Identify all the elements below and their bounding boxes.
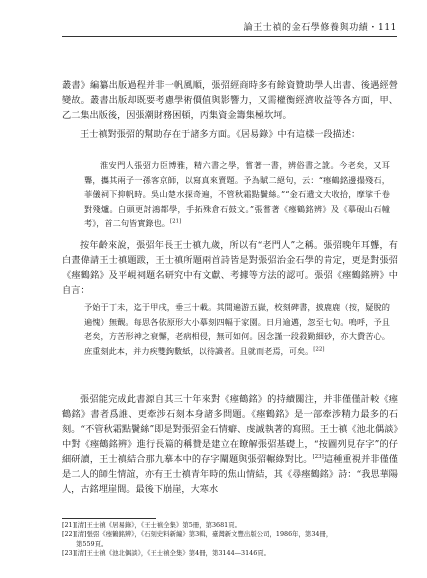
footnote-text: [清]王士禛《池北偶談》，《王士禛全集》第4冊，第3144—3146頁。 bbox=[75, 549, 271, 558]
paragraph-2: 王士禛對張弨的幫助存在于諸多方面。《居易錄》中有這樣一段描述： bbox=[80, 129, 361, 140]
footnote-number: [22] bbox=[62, 530, 76, 539]
footnote-23 bbox=[62, 549, 398, 558]
block-quote-1 bbox=[84, 158, 390, 231]
footnote-rule bbox=[62, 518, 156, 519]
running-title: 論王士禎的金石學修養與功績 bbox=[243, 23, 369, 33]
footnote-21 bbox=[62, 521, 398, 530]
header-separator: ・ bbox=[368, 23, 379, 33]
footnote-ref-23: [23] bbox=[312, 453, 324, 460]
footnote-22-continued: 第559頁。 bbox=[76, 539, 108, 548]
header-rule bbox=[62, 36, 397, 37]
footnote-22 bbox=[62, 530, 398, 539]
block-quote-2 bbox=[84, 300, 390, 358]
footnote-ref-22: [22] bbox=[313, 346, 325, 353]
footnote-ref-21: [21] bbox=[169, 218, 182, 225]
paragraph-4-tail: 這種重視并非僅僅是二人的師生情誼，亦有王士禛青年時的焦山情結，其《尋瘞鶴銘》詩：“我思華陽人，古銘埋崖間。最後下崩崖，大寒水 bbox=[62, 454, 398, 495]
paragraph-4 bbox=[62, 392, 398, 497]
footnote-number: [23] bbox=[62, 549, 76, 558]
page-number: 111 bbox=[378, 23, 397, 33]
paragraph-1: 叢書》編纂出版過程并非一帆風順，張弨經商時多有餘資贊助學人出書、後遇經營變故。叢書出版却既要考慮學術價值與影響力，又需權衡經濟收益等各方面，甲、乙二集出版後，因張潮財務困頓，丙集資金籌集極坎坷。 bbox=[62, 80, 398, 121]
running-header bbox=[0, 20, 397, 36]
footnotes bbox=[62, 521, 398, 559]
block-quote-1-text: 淮安門人張弨力臣博雅，精六書之學，嘗著一書，辨俗書之訛。今老矣，又耳聾，攜其兩子一孫客京師，以寫真來賣題。予為賦二絕句，云：“瘞鶴銘邊搨殘石，菲儀祠下抑帆時。吳山楚水探奇遍，不管秋霜點鬢絲。”“金石遺文大收拾，摩挲千卷對殘爐。白頭更討鴻都學，手拓殊倉石鼓文。”張嘗著《瘞鶴銘辨》及《摹硯山石幢考》，首二句皆實錄也。 bbox=[84, 160, 390, 229]
footnote-text: [清]王士禛《居易錄》，《王士禛全集》第5冊，第3681頁。 bbox=[75, 521, 242, 529]
paragraph-4-text: 張弨能完成此書源自其三十年來對《瘞鶴銘》的持續關注，并非僅僅計較《瘞鶴銘》書者爲誰、更牽涉石刻本身諸多問題。《瘞鶴銘》是一部牽涉精力最多的石刻。“不管秋霜點鬢絲”即是對張弨金石情癖、虔誠執著的寫照。王士禛《池北偶談》中對《瘞鶴銘辨》進行長篇的稱贊是建立在瞭解張弨基礎上，“按圖列見存字”的仔細研讀，王士禛結合那九摹本中的存字闡題與張弨輾綠對比。 bbox=[62, 394, 398, 465]
block-quote-2-text: 予始于丁未，迄于甲戌，垂三十載。其間遍游五嶽，校刻碑書，披鹿鹿（按，疑脫的遍愧）無覿。每思各依原形大小摹刻四幅于家園。日月逾邁，忽至七旬。嗚呼，予且老矣，方苦形神之衰懈，老病相侵，無可如何。因念謹一段殺勤細砂，亦大費苦心。庶重刻此本，并力疾雙鉤數紙，以待識者。且就而老焉，可矣。 bbox=[84, 302, 390, 356]
paragraph-3: 按年齡來說，張弨年長王士禛九歲，所以有“老門人”之稱。張弨晚年耳聾，有白晝偉請王士禛題跋，王士禛所題兩首詩皆是對張弨治金石學的肯定，更是對張弨《瘞鶴銘》及平峴祠題名研究中有文獻、考據等方法的認可。張弨《瘞鶴銘辨》中自言： bbox=[62, 240, 398, 296]
footnote-text: [清]張弨《瘞鶴銘辨》，《石刻史料新編》第3輯，臺灣新文豐出版公司，1986年，第34冊， bbox=[75, 530, 333, 539]
footnote-number: [21] bbox=[62, 521, 76, 529]
